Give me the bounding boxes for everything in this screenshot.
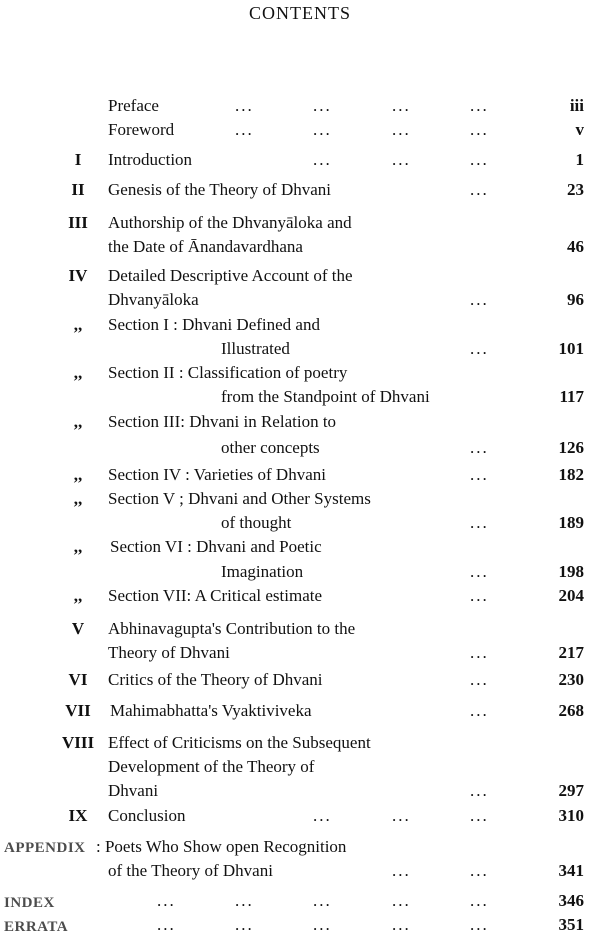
page-title: CONTENTS xyxy=(249,3,351,23)
leader-dots: ... xyxy=(470,562,489,581)
leader-dots: ... xyxy=(235,120,254,139)
leader-dots: ... xyxy=(470,180,489,199)
leader-dots: ... xyxy=(470,438,489,457)
entry-account-label-cont: Dhvanyāloka xyxy=(108,290,199,309)
leader-dots: ... xyxy=(470,513,489,532)
entry-number: V xyxy=(71,619,85,638)
entry-conclusion-page: 310 xyxy=(558,806,584,825)
leader-dots: ... xyxy=(313,891,332,910)
leader-dots: ... xyxy=(313,806,332,825)
leader-dots: ... xyxy=(470,586,489,605)
entry-index-page: 346 xyxy=(558,891,584,910)
entry-effect-page: 297 xyxy=(558,781,584,800)
entry-effect-label-cont: Development of the Theory of xyxy=(108,757,315,776)
leader-dots: ... xyxy=(470,150,489,169)
leader-dots: ... xyxy=(392,861,411,880)
leader-dots: ... xyxy=(235,96,254,115)
leader-dots: ... xyxy=(470,465,489,484)
ditto-mark: ,, xyxy=(73,586,83,605)
entry-genesis-page: 23 xyxy=(567,180,584,199)
leader-dots: ... xyxy=(470,806,489,825)
entry-errata-page: 351 xyxy=(558,915,584,934)
entry-preface-label: Preface xyxy=(108,96,159,115)
entry-conclusion-label: Conclusion xyxy=(108,806,186,825)
entry-mahimabhatta-page: 268 xyxy=(558,701,584,720)
entry-section-6-label: Section VI : Dhvani and Poetic xyxy=(110,537,322,556)
entry-number: VI xyxy=(68,670,88,689)
entry-appendix-page: 341 xyxy=(558,861,584,880)
entry-authorship-label-cont: the Date of Ānandavardhana xyxy=(108,237,303,256)
entry-critics-page: 230 xyxy=(558,670,584,689)
leader-dots: ... xyxy=(470,120,489,139)
leader-dots: ... xyxy=(470,861,489,880)
entry-section-2-label: Section II : Classification of poetry xyxy=(108,363,348,382)
leader-dots: ... xyxy=(235,891,254,910)
appendix-label: APPENDIX xyxy=(4,840,86,856)
entry-number: VII xyxy=(65,701,91,720)
entry-section-1-label-cont: Illustrated xyxy=(221,339,290,358)
entry-number: I xyxy=(74,150,82,169)
leader-dots: ... xyxy=(313,96,332,115)
entry-section-7-page: 204 xyxy=(558,586,584,605)
leader-dots: ... xyxy=(470,701,489,720)
entry-number: II xyxy=(71,180,85,199)
leader-dots: ... xyxy=(470,891,489,910)
entry-section-3-label-cont: other concepts xyxy=(221,438,320,457)
entry-section-5-page: 189 xyxy=(558,513,584,532)
entry-section-3-page: 126 xyxy=(558,438,584,457)
entry-preface-page: iii xyxy=(569,96,584,115)
entry-number: IX xyxy=(68,806,88,825)
entry-number: VIII xyxy=(61,733,95,752)
leader-dots: ... xyxy=(235,915,254,934)
leader-dots: ... xyxy=(157,915,176,934)
leader-dots: ... xyxy=(392,150,411,169)
leader-dots: ... xyxy=(392,96,411,115)
leader-dots: ... xyxy=(313,150,332,169)
entry-authorship-label: Authorship of the Dhvanyāloka and xyxy=(108,213,352,232)
entry-section-6-label-cont: Imagination xyxy=(221,562,304,581)
entry-section-2-page: 117 xyxy=(559,387,584,406)
entry-foreword-label: Foreword xyxy=(108,120,175,139)
entry-abhinavagupta-label: Abhinavagupta's Contribution to the xyxy=(108,619,356,638)
entry-section-1-label: Section I : Dhvani Defined and xyxy=(108,315,320,334)
leader-dots: ... xyxy=(313,915,332,934)
entry-errata-label: ERRATA xyxy=(4,919,69,935)
entry-account-label: Detailed Descriptive Account of the xyxy=(108,266,353,285)
leader-dots: ... xyxy=(470,915,489,934)
leader-dots: ... xyxy=(392,915,411,934)
entry-section-1-page: 101 xyxy=(558,339,584,358)
leader-dots: ... xyxy=(470,96,489,115)
entry-section-6-page: 198 xyxy=(558,562,584,581)
entry-section-2-label-cont: from the Standpoint of Dhvani xyxy=(221,387,430,406)
leader-dots: ... xyxy=(157,891,176,910)
leader-dots: ... xyxy=(470,339,489,358)
leader-dots: ... xyxy=(470,781,489,800)
entry-section-7-label: Section VII: A Critical estimate xyxy=(108,586,323,605)
entry-effect-label: Effect of Criticisms on the Subsequent xyxy=(108,733,371,752)
leader-dots: ... xyxy=(470,643,489,662)
entry-genesis-label: Genesis of the Theory of Dhvani xyxy=(108,180,331,199)
entry-authorship-page: 46 xyxy=(567,237,584,256)
entry-effect-label-cont2: Dhvani xyxy=(108,781,159,800)
entry-section-3-label: Section III: Dhvani in Relation to xyxy=(108,412,337,431)
ditto-mark: ,, xyxy=(73,412,83,431)
entry-abhinavagupta-page: 217 xyxy=(558,643,584,662)
entry-section-4-label: Section IV : Varieties of Dhvani xyxy=(108,465,326,484)
entry-appendix-label: : Poets Who Show open Recognition xyxy=(96,837,347,856)
entry-index-label: INDEX xyxy=(4,895,55,911)
ditto-mark: ,, xyxy=(73,315,83,334)
ditto-mark: ,, xyxy=(73,363,83,382)
leader-dots: ... xyxy=(392,806,411,825)
ditto-mark: ,, xyxy=(73,465,83,484)
entry-account-page: 96 xyxy=(567,290,584,309)
leader-dots: ... xyxy=(470,670,489,689)
entry-appendix-label-cont: of the Theory of Dhvani xyxy=(108,861,273,880)
leader-dots: ... xyxy=(470,290,489,309)
entry-abhinavagupta-label-cont: Theory of Dhvani xyxy=(108,643,230,662)
entry-introduction-page: 1 xyxy=(575,150,584,169)
entry-section-5-label: Section V ; Dhvani and Other Systems xyxy=(108,489,371,508)
entry-foreword-page: v xyxy=(575,120,584,139)
entry-mahimabhatta-label: Mahimabhatta's Vyaktiviveka xyxy=(110,701,312,720)
leader-dots: ... xyxy=(392,120,411,139)
entry-section-4-page: 182 xyxy=(558,465,584,484)
entry-introduction-label: Introduction xyxy=(108,150,193,169)
entry-number: III xyxy=(68,213,88,232)
entry-critics-label: Critics of the Theory of Dhvani xyxy=(108,670,323,689)
leader-dots: ... xyxy=(392,891,411,910)
entry-section-5-label-cont: of thought xyxy=(221,513,292,532)
ditto-mark: ,, xyxy=(73,489,83,508)
leader-dots: ... xyxy=(313,120,332,139)
ditto-mark: ,, xyxy=(73,537,83,556)
entry-number: IV xyxy=(68,266,88,285)
